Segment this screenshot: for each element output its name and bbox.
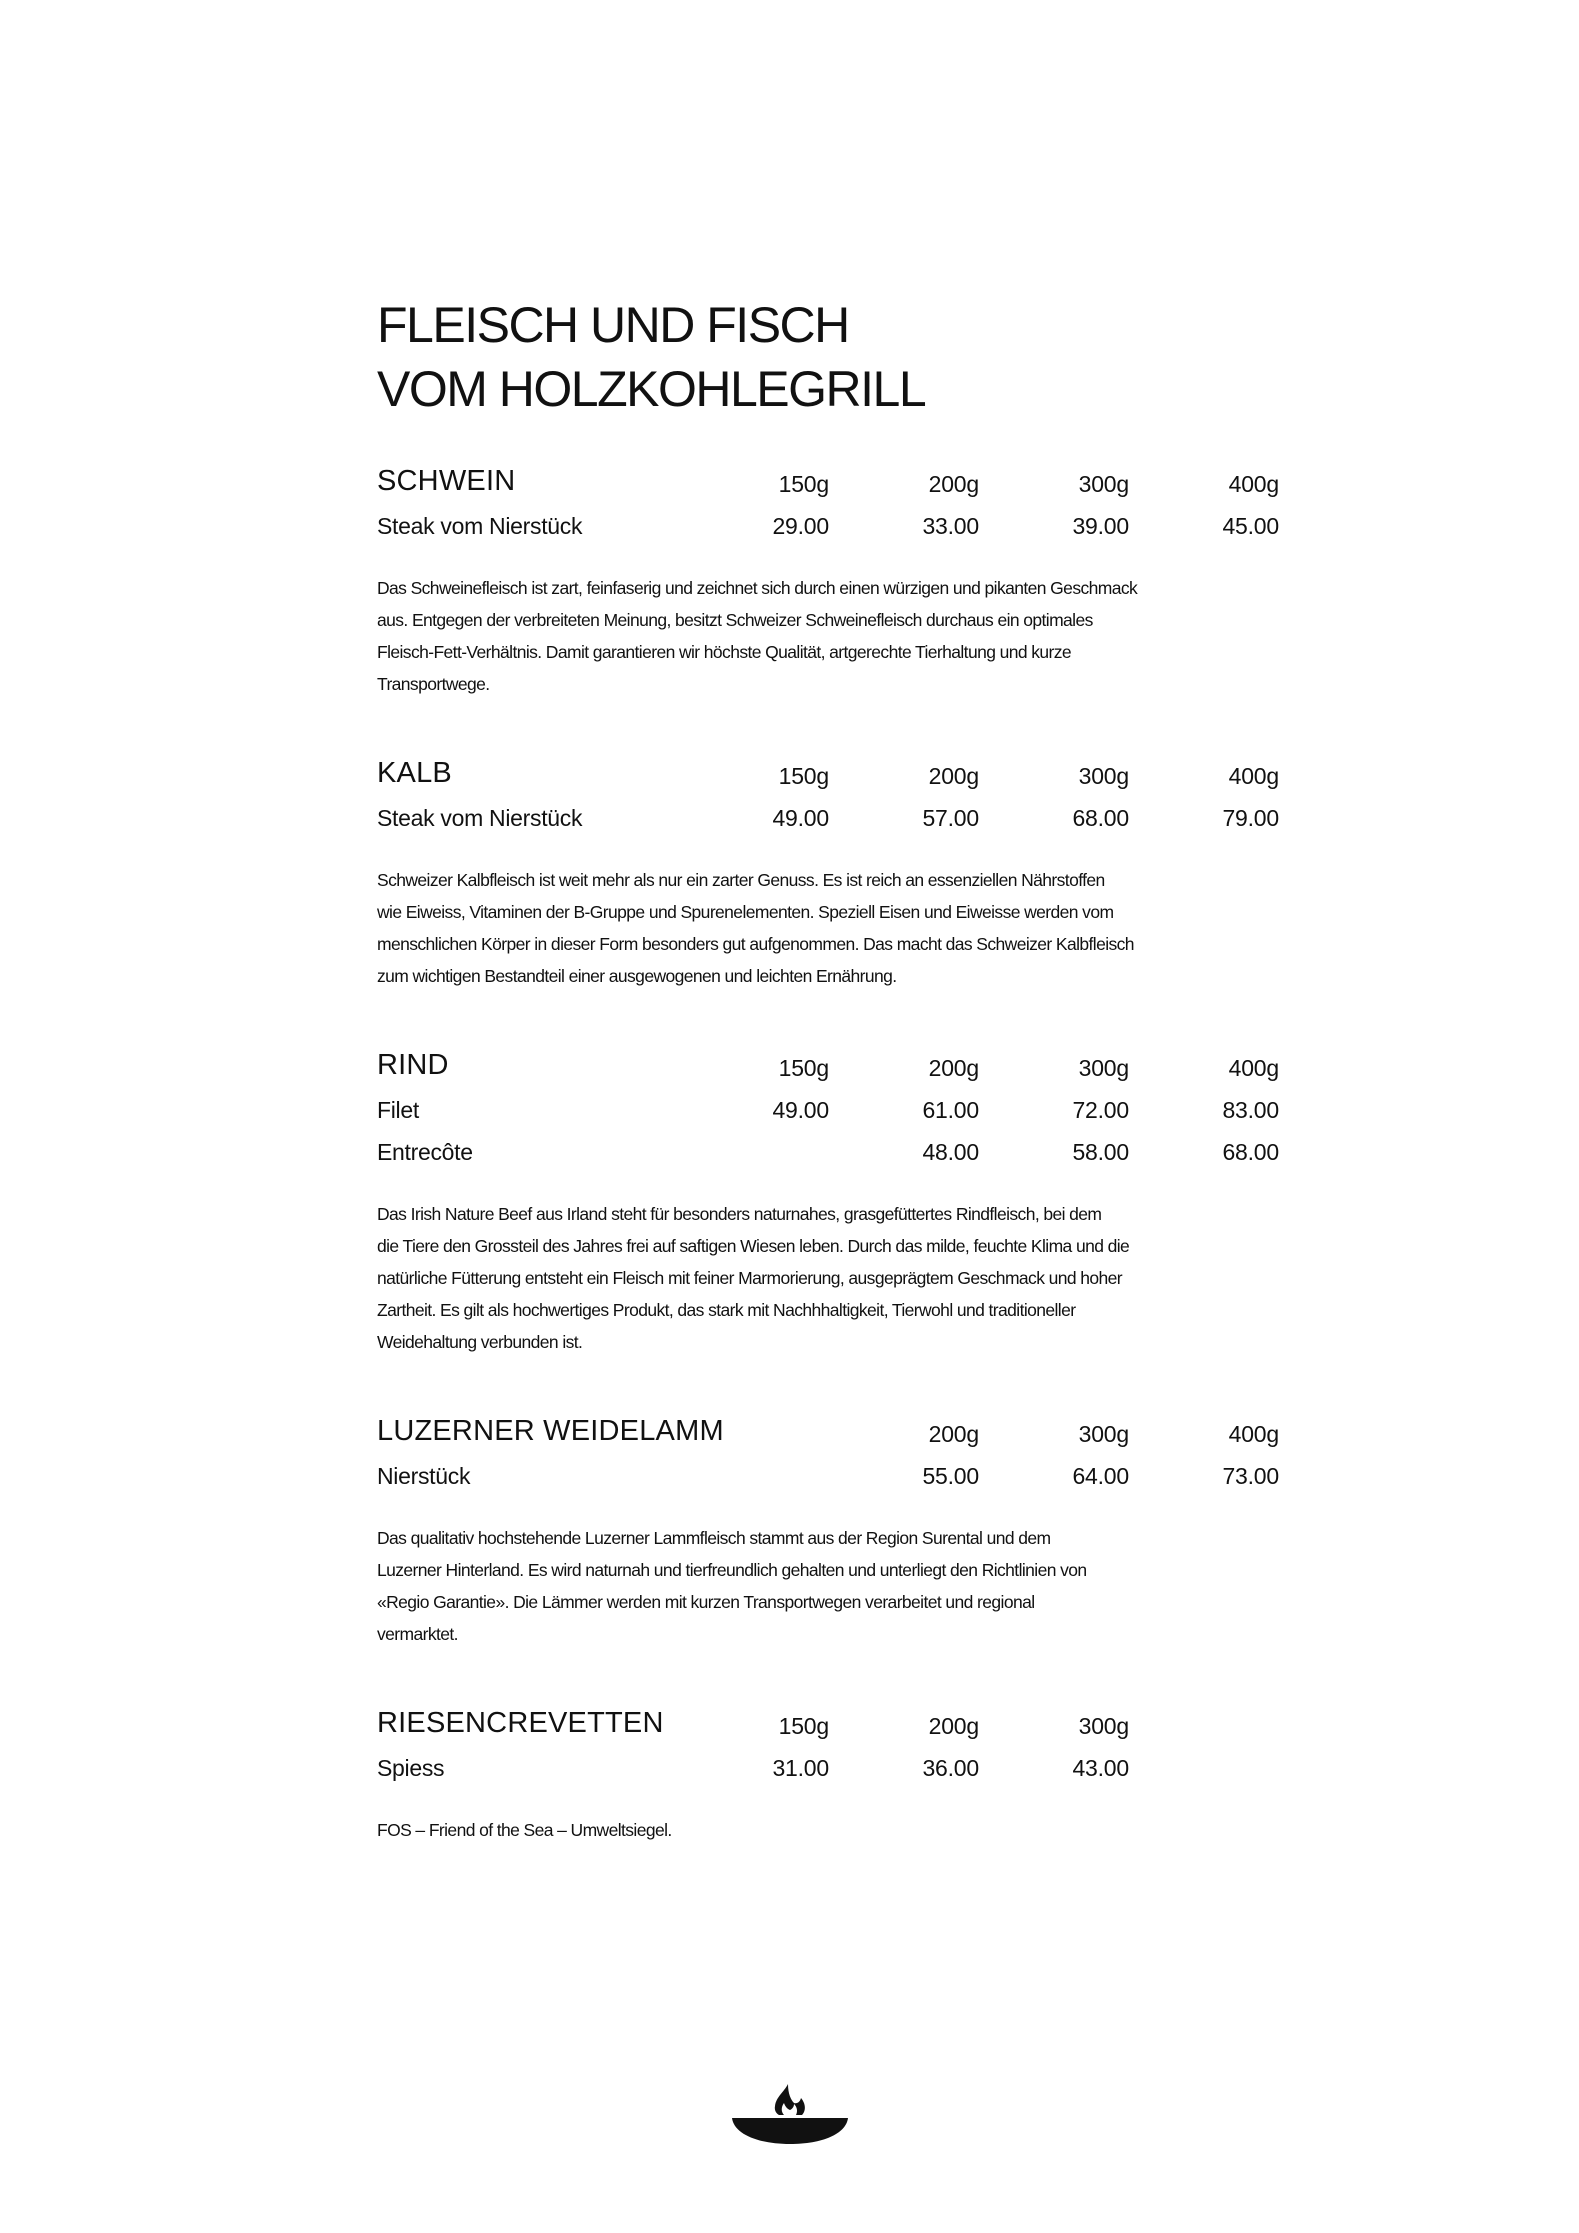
price-400g: 83.00 — [1222, 1097, 1279, 1123]
weight-400g: 400g — [1228, 1421, 1279, 1447]
price-200g: 55.00 — [922, 1463, 979, 1489]
section-schwein — [377, 462, 1282, 700]
description-line: Das qualitativ hochstehende Luzerner Lammfleisch stammt aus der Region Surental und dem — [377, 1528, 1051, 1548]
weight-300g: 300g — [1078, 1713, 1129, 1739]
description-line: Das Schweinefleisch ist zart, feinfaserig und zeichnet sich durch einen würzigen und pikanten Geschmack — [377, 578, 1138, 598]
price-200g: 61.00 — [922, 1097, 979, 1123]
weight-200g: 200g — [928, 1421, 979, 1447]
price-300g: 39.00 — [1072, 513, 1129, 539]
item-name: Spiess — [377, 1755, 445, 1781]
page-title — [377, 293, 925, 421]
description-line: wie Eiweiss, Vitaminen der B-Gruppe und Spurenelementen. Speziell Eisen und Eiweisse werden vom — [377, 902, 1114, 922]
weight-300g: 300g — [1078, 1421, 1129, 1447]
item-name: Entrecôte — [377, 1139, 473, 1165]
section-header — [377, 1704, 1282, 1746]
flame-icon — [775, 2084, 805, 2115]
price-200g: 33.00 — [922, 513, 979, 539]
price-400g: 68.00 — [1222, 1139, 1279, 1165]
price-300g: 68.00 — [1072, 805, 1129, 831]
price-150g: 49.00 — [772, 1097, 829, 1123]
price-150g: 49.00 — [772, 805, 829, 831]
description-line: Weidehaltung verbunden ist. — [377, 1332, 583, 1352]
price-400g: 79.00 — [1222, 805, 1279, 831]
price-150g: 29.00 — [772, 513, 829, 539]
section-description — [377, 1198, 1277, 1358]
weight-400g: 400g — [1228, 471, 1279, 497]
section-title: SCHWEIN — [377, 465, 516, 497]
section-kalb — [377, 754, 1282, 992]
price-200g: 57.00 — [922, 805, 979, 831]
description-line: Transportwege. — [377, 674, 490, 694]
price-300g: 43.00 — [1072, 1755, 1129, 1781]
section-header — [377, 1046, 1282, 1088]
fire-bowl-icon — [730, 2080, 850, 2148]
weight-300g: 300g — [1078, 1055, 1129, 1081]
bowl-icon — [732, 2118, 848, 2144]
price-400g: 73.00 — [1222, 1463, 1279, 1489]
description-line: aus. Entgegen der verbreiteten Meinung, besitzt Schweizer Schweinefleisch durchaus ein optimales — [377, 610, 1093, 630]
weight-200g: 200g — [928, 1713, 979, 1739]
weight-300g: 300g — [1078, 763, 1129, 789]
weight-150g: 150g — [778, 1713, 829, 1739]
section-luzerner-weidelamm — [377, 1412, 1282, 1650]
section-title: LUZERNER WEIDELAMM — [377, 1415, 724, 1447]
description-line: Luzerner Hinterland. Es wird naturnah und tierfreundlich gehalten und unterliegt den Richtlinien von — [377, 1560, 1087, 1580]
weight-200g: 200g — [928, 471, 979, 497]
description-line: FOS – Friend of the Sea – Umweltsiegel. — [377, 1820, 672, 1840]
item-name: Steak vom Nierstück — [377, 513, 583, 539]
section-description — [377, 572, 1277, 700]
price-300g: 58.00 — [1072, 1139, 1129, 1165]
description-line: menschlichen Körper in dieser Form besonders gut aufgenommen. Das macht das Schweizer Kalbfleisch — [377, 934, 1134, 954]
section-header — [377, 754, 1282, 796]
menu-item-row — [377, 1746, 1282, 1788]
item-name: Nierstück — [377, 1463, 471, 1489]
menu-item-row — [377, 1088, 1282, 1130]
price-200g: 48.00 — [922, 1139, 979, 1165]
description-line: zum wichtigen Bestandteil einer ausgewogenen und leichten Ernährung. — [377, 966, 897, 986]
menu-item-row — [377, 504, 1282, 546]
menu-item-row — [377, 1130, 1282, 1172]
weight-400g: 400g — [1228, 1055, 1279, 1081]
item-name: Filet — [377, 1097, 419, 1123]
description-line: «Regio Garantie». Die Lämmer werden mit kurzen Transportwegen verarbeitet und regional — [377, 1592, 1035, 1612]
menu-item-row — [377, 796, 1282, 838]
weight-200g: 200g — [928, 763, 979, 789]
section-riesencrevetten — [377, 1704, 1282, 1846]
description-line: vermarktet. — [377, 1624, 458, 1644]
section-title: RIND — [377, 1049, 449, 1081]
page-title-line-2: VOM HOLZKOHLEGRILL — [377, 361, 926, 417]
weight-400g: 400g — [1228, 763, 1279, 789]
item-name: Steak vom Nierstück — [377, 805, 583, 831]
description-line: Schweizer Kalbfleisch ist weit mehr als nur ein zarter Genuss. Es ist reich an essenziellen Nährstoffen — [377, 870, 1105, 890]
description-line: Zartheit. Es gilt als hochwertiges Produkt, das stark mit Nachhhaltigkeit, Tierwohl und traditioneller — [377, 1300, 1076, 1320]
section-description — [377, 1522, 1277, 1650]
price-300g: 64.00 — [1072, 1463, 1129, 1489]
weight-150g: 150g — [778, 1055, 829, 1081]
section-description — [377, 864, 1277, 992]
price-400g: 45.00 — [1222, 513, 1279, 539]
section-title: KALB — [377, 757, 452, 789]
menu-item-row — [377, 1454, 1282, 1496]
weight-150g: 150g — [778, 471, 829, 497]
weight-200g: 200g — [928, 1055, 979, 1081]
description-line: Fleisch-Fett-Verhältnis. Damit garantieren wir höchste Qualität, artgerechte Tierhaltung und kurze — [377, 642, 1072, 662]
section-title: RIESENCREVETTEN — [377, 1707, 664, 1739]
section-header — [377, 1412, 1282, 1454]
weight-150g: 150g — [778, 763, 829, 789]
description-line: Das Irish Nature Beef aus Irland steht für besonders naturnahes, grasgefüttertes Rindfleisch, bei dem — [377, 1204, 1102, 1224]
description-line: die Tiere den Grossteil des Jahres frei auf saftigen Wiesen leben. Durch das milde, feuchte Klima und die — [377, 1236, 1130, 1256]
section-rind — [377, 1046, 1282, 1358]
price-300g: 72.00 — [1072, 1097, 1129, 1123]
section-description — [377, 1814, 1277, 1846]
price-150g: 31.00 — [772, 1755, 829, 1781]
description-line: natürliche Fütterung entsteht ein Fleisch mit feiner Marmorierung, ausgeprägtem Geschmack und hoher — [377, 1268, 1123, 1288]
price-200g: 36.00 — [922, 1755, 979, 1781]
section-header — [377, 462, 1282, 504]
weight-300g: 300g — [1078, 471, 1129, 497]
page-title-line-1: FLEISCH UND FISCH — [377, 297, 849, 353]
